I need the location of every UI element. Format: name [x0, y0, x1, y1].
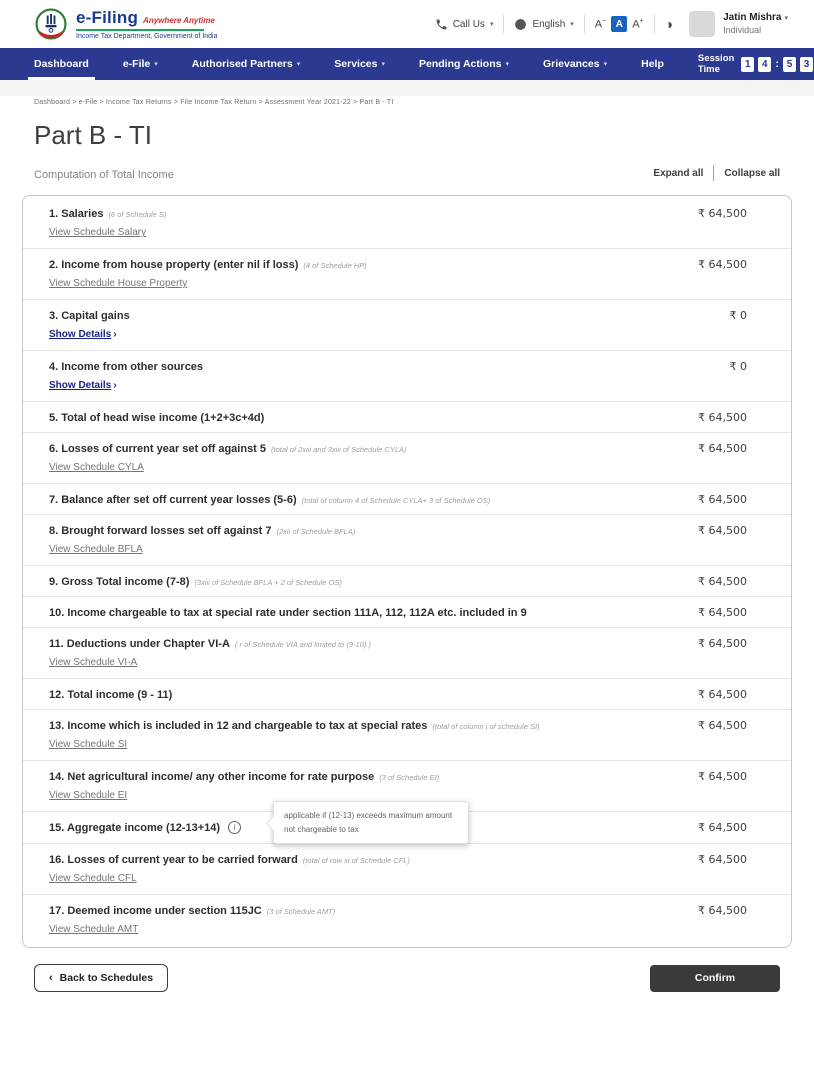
- nav-item-dashboard[interactable]: [34, 48, 89, 80]
- show-details-link[interactable]: Show Details›: [49, 329, 117, 340]
- row-note: (4 of Schedule HP): [303, 261, 367, 270]
- page-title: Part B - TI: [34, 120, 152, 150]
- session-digit: 5: [783, 57, 796, 72]
- call-us-label: Call Us: [452, 18, 485, 30]
- divider: [713, 165, 714, 181]
- language-label: English: [532, 18, 566, 30]
- income-row: [23, 249, 791, 300]
- chevron-down-icon: ▾: [381, 61, 385, 68]
- view-schedule-link[interactable]: View Schedule AMT: [49, 924, 139, 935]
- income-row: [23, 402, 791, 433]
- brand-department: Income Tax Department, Government of India: [76, 33, 218, 40]
- call-us-menu[interactable]: [435, 18, 494, 31]
- nav-item-label: Help: [641, 58, 664, 70]
- row-title: 3. Capital gains: [49, 310, 130, 322]
- nav-item-services[interactable]: [334, 48, 385, 80]
- row-value: ₹ 64,500: [698, 688, 747, 701]
- view-schedule-link[interactable]: View Schedule Salary: [49, 227, 147, 238]
- row-value: ₹ 64,500: [698, 493, 747, 506]
- row-title: 7. Balance after set off current year losses (5-6): [49, 494, 297, 506]
- brand-green-rule: [76, 29, 204, 31]
- view-schedule-link[interactable]: View Schedule VI-A: [49, 657, 138, 668]
- row-note: (3 of Schedule EI): [379, 773, 440, 782]
- page-subtitle: Computation of Total Income: [34, 169, 174, 181]
- row-note: ( r of Schedule VIA and limited to (9-10) ): [234, 640, 371, 649]
- income-row: [23, 597, 791, 628]
- chevron-right-icon: ›: [113, 329, 117, 340]
- nav-item-label: Pending Actions: [419, 58, 502, 70]
- font-normal-button[interactable]: A: [611, 16, 627, 32]
- top-header: [0, 0, 814, 48]
- row-note: (total of 2xiii and 3xiii of Schedule CYLA): [271, 445, 407, 454]
- session-time-label: Session Time: [697, 53, 735, 75]
- row-note: (3 of Schedule AMT): [266, 907, 336, 916]
- view-schedule-link[interactable]: View Schedule House Property: [49, 278, 188, 289]
- row-note: (6 of Schedule S): [108, 210, 167, 219]
- income-row: [23, 812, 791, 844]
- row-title: 8. Brought forward losses set off against 7: [49, 525, 272, 537]
- chevron-right-icon: ›: [113, 380, 117, 391]
- user-menu[interactable]: [689, 11, 788, 37]
- income-row: [23, 433, 791, 484]
- row-value: ₹ 64,500: [698, 853, 747, 866]
- nav-item-label: Authorised Partners: [191, 58, 293, 70]
- row-value: ₹ 0: [729, 309, 747, 322]
- row-title: 2. Income from house property (enter nil if loss): [49, 259, 299, 271]
- row-value: ₹ 64,500: [698, 411, 747, 424]
- brand-text: [76, 8, 218, 40]
- session-colon: :: [775, 58, 779, 70]
- session-digit: 3: [800, 57, 813, 72]
- nav-item-help[interactable]: [641, 48, 664, 80]
- income-row: [23, 679, 791, 710]
- income-row: [23, 710, 791, 761]
- nav-item-pending-actions[interactable]: [419, 48, 509, 80]
- header-utilities: [435, 11, 788, 37]
- chevron-down-icon: ▾: [154, 61, 158, 68]
- nav-item-label: Dashboard: [34, 58, 89, 70]
- nav-item-authorised-partners[interactable]: [192, 48, 300, 80]
- income-row: [23, 484, 791, 515]
- divider: [584, 15, 585, 33]
- income-row: [23, 844, 791, 895]
- divider: [654, 15, 655, 33]
- main-content: [0, 120, 814, 992]
- income-row: [23, 628, 791, 679]
- divider: [503, 15, 504, 33]
- chevron-down-icon: ▾: [296, 61, 301, 68]
- income-row: [23, 566, 791, 597]
- session-timer: [698, 53, 813, 75]
- avatar: [689, 11, 715, 37]
- row-title: 16. Losses of current year to be carried forward: [49, 854, 298, 866]
- row-value: ₹ 64,500: [698, 524, 747, 537]
- expand-controls: [653, 165, 780, 181]
- view-schedule-link[interactable]: View Schedule SI: [49, 739, 128, 750]
- row-value: ₹ 64,500: [698, 575, 747, 588]
- view-schedule-link[interactable]: View Schedule CFL: [49, 873, 137, 884]
- session-digit: 1: [741, 57, 754, 72]
- globe-icon: [514, 18, 527, 31]
- income-row: [23, 300, 791, 351]
- row-title: 10. Income chargeable to tax at special rate under section 111A, 112, 112A etc. included in 9: [49, 607, 527, 619]
- font-increase-button[interactable]: A+: [632, 17, 644, 31]
- row-title: 15. Aggregate income (12-13+14): [49, 822, 221, 834]
- row-value: ₹ 64,500: [698, 207, 747, 220]
- nav-item-e-file[interactable]: [123, 48, 158, 80]
- chevron-down-icon: ▾: [489, 21, 494, 28]
- row-note: (total of column 4 of Schedule CYLA+ 3 of Schedule OS): [301, 496, 491, 505]
- confirm-button[interactable]: Confirm: [650, 965, 780, 992]
- income-row: [23, 515, 791, 566]
- expand-all-button[interactable]: Expand all: [653, 167, 704, 179]
- income-row: [23, 351, 791, 402]
- row-title: 17. Deemed income under section 115JC: [49, 905, 262, 917]
- contrast-toggle-icon[interactable]: ◑: [664, 16, 674, 32]
- user-name: Jatin Mishra ▾: [723, 12, 788, 24]
- row-title: 6. Losses of current year set off against 5: [49, 443, 267, 455]
- row-value: ₹ 64,500: [698, 719, 747, 732]
- font-decrease-button[interactable]: A−: [594, 17, 607, 31]
- row-note: (total of column i of schedule SI): [432, 722, 540, 731]
- row-title: 4. Income from other sources: [49, 361, 204, 373]
- chevron-down-icon: ▾: [570, 21, 574, 28]
- row-value: ₹ 64,500: [698, 821, 747, 834]
- show-details-link[interactable]: Show Details›: [49, 380, 117, 391]
- breadcrumb[interactable]: Dashboard > e-File > Income Tax Returns > File Income Tax Return > Assessment Year 2021-22 > Part B - TI: [34, 99, 394, 106]
- sub-header-strip: [0, 80, 814, 96]
- row-note: (3xiii of Schedule BFLA + 2 of Schedule OS): [194, 578, 342, 587]
- row-title: 5. Total of head wise income (1+2+3c+4d): [49, 412, 265, 424]
- brand-tagline: Anywhere Anytime: [143, 16, 215, 25]
- row-value: ₹ 64,500: [698, 442, 747, 455]
- brand-name: e-Filing: [76, 8, 139, 27]
- row-title: 1. Salaries: [49, 208, 104, 220]
- row-note: (2xii of Schedule BFLA): [276, 527, 356, 536]
- computation-card: [22, 195, 792, 948]
- nav-item-grievances[interactable]: [543, 48, 607, 80]
- income-row: [23, 198, 791, 249]
- row-value: ₹ 64,500: [698, 606, 747, 619]
- back-to-schedules-button[interactable]: ‹ Back to Schedules: [34, 964, 168, 992]
- user-role: Individual: [723, 24, 762, 35]
- session-digit: 4: [758, 57, 771, 72]
- nav-item-label: e-File: [122, 58, 151, 70]
- phone-icon: [435, 18, 448, 31]
- row-value: ₹ 64,500: [698, 258, 747, 271]
- row-title: 12. Total income (9 - 11): [49, 689, 173, 701]
- row-note: (total of row xi of Schedule CFL): [302, 856, 410, 865]
- row-title: 14. Net agricultural income/ any other income for rate purpose: [49, 771, 375, 783]
- row-value: ₹ 64,500: [698, 637, 747, 650]
- view-schedule-link[interactable]: View Schedule BFLA: [49, 544, 143, 555]
- row-title: 9. Gross Total income (7-8): [49, 576, 190, 588]
- tooltip: applicable if (12-13) exceeds maximum amount not chargeable to tax: [273, 801, 469, 844]
- main-nav: [0, 48, 814, 80]
- row-value: ₹ 64,500: [698, 904, 747, 917]
- collapse-all-button[interactable]: Collapse all: [724, 167, 780, 179]
- row-title: 11. Deductions under Chapter VI-A: [49, 638, 230, 650]
- chevron-down-icon: ▾: [784, 15, 788, 23]
- nav-item-label: Grievances: [542, 58, 600, 70]
- income-row: [23, 895, 791, 945]
- footer-actions: [34, 964, 780, 992]
- view-schedule-link[interactable]: View Schedule CYLA: [49, 462, 144, 473]
- view-schedule-link[interactable]: View Schedule EI: [49, 790, 128, 801]
- brand-logo[interactable]: [34, 7, 218, 41]
- chevron-down-icon: ▾: [505, 61, 509, 68]
- chevron-down-icon: ▾: [603, 61, 608, 68]
- chevron-left-icon: ‹: [49, 971, 53, 984]
- language-menu[interactable]: [514, 18, 573, 31]
- national-emblem-icon: [34, 7, 68, 41]
- nav-item-label: Services: [334, 58, 378, 70]
- row-value: ₹ 64,500: [698, 770, 747, 783]
- info-icon[interactable]: i: [228, 821, 241, 834]
- row-value: ₹ 0: [729, 360, 747, 373]
- row-title: 13. Income which is included in 12 and chargeable to tax at special rates: [49, 720, 428, 732]
